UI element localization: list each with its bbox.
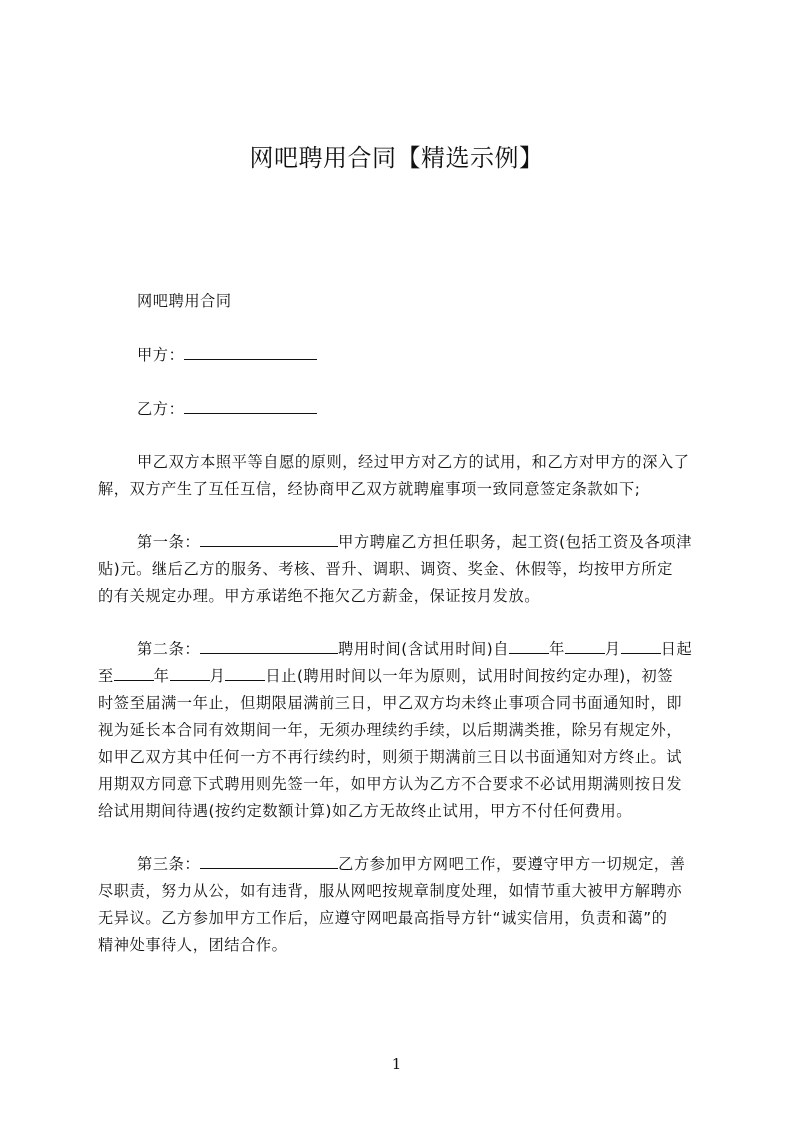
contract-subtitle: 网吧聘用合同 — [137, 292, 232, 310]
start-month-blank[interactable] — [565, 639, 605, 654]
year-label: 年 — [549, 640, 565, 658]
article3-line-2: 尽职责，努力从公，如有违背，服从网吧按规章制度处理，如情节重大被甲方解聘亦 — [98, 882, 683, 900]
article1-label: 第一条： — [137, 533, 201, 551]
article2-line-2 — [98, 666, 699, 686]
intro-line-2: 解，双方产生了互任互信，经协商甲乙双方就聘雇事项一致同意签定条款如下; — [98, 480, 641, 498]
page-number: 1 — [391, 1055, 402, 1073]
article2-blank[interactable] — [200, 639, 338, 654]
article2-label: 第二条： — [137, 640, 201, 658]
end-year-blank[interactable] — [114, 666, 154, 681]
page-title: 网吧聘用合同【精选示例】 — [249, 144, 544, 172]
article3-line-4: 精神处事待人，团结合作。 — [98, 936, 288, 954]
month-label: 月 — [209, 667, 226, 685]
article1-line-1 — [137, 532, 699, 552]
article2-text: 聘用时间(含试用时间)自 — [338, 640, 510, 658]
party-a-label: 甲方： — [137, 346, 185, 364]
article3-text: 乙方参加甲方网吧工作，要遵守甲方一切规定，善 — [338, 855, 686, 873]
article3-blank[interactable] — [200, 854, 338, 869]
end-month-blank[interactable] — [170, 666, 210, 681]
article3-line-1 — [137, 854, 699, 874]
article2-line-7: 给试用期间待遇(按约定数额计算)如乙方无故终止试用，甲方不付任何费用。 — [98, 802, 633, 820]
article2-line-1 — [137, 639, 699, 659]
day-end-text: 日止(聘用时间以一年为原则，试用时间按约定办理)，初签 — [265, 667, 674, 685]
article1-line-2: 贴)元。继后乙方的服务、考核、晋升、调职、调资、奖金、休假等，均按甲方所定 — [98, 560, 673, 578]
month-label: 月 — [604, 640, 621, 658]
start-day-blank[interactable] — [621, 639, 661, 654]
article1-text: 甲方聘雇乙方担任职务，起工资(包括工资及各项津 — [338, 533, 693, 551]
party-a-line — [137, 345, 699, 365]
article3-line-3: 无异议。乙方参加甲方工作后，应遵守网吧最高指导方针“诚实信用，负责和蔼”的 — [98, 909, 668, 927]
article2-line-5: 如甲乙双方其中任何一方不再行续约时，则须于期满前三日以书面通知对方终止。试 — [98, 748, 683, 766]
end-day-blank[interactable] — [225, 666, 265, 681]
article1-line-3: 的有关规定办理。甲方承诺绝不拖欠乙方薪金，保证按月发放。 — [98, 587, 541, 605]
article2-line-3: 时签至届满一年止，但期限届满前三日，甲乙双方均未终止事项合同书面通知时，即 — [98, 694, 683, 712]
article3-label: 第三条： — [137, 855, 201, 873]
article1-position-blank[interactable] — [200, 532, 338, 547]
party-b-blank[interactable] — [184, 399, 317, 414]
day-start-label: 日起 — [660, 640, 693, 658]
start-year-blank[interactable] — [509, 639, 549, 654]
party-b-line — [137, 399, 699, 419]
intro-line-1: 甲乙双方本照平等自愿的原则，经过甲方对乙方的试用，和乙方对甲方的深入了 — [137, 453, 690, 471]
party-a-blank[interactable] — [184, 345, 317, 360]
article2-line-4: 视为延长本合同有效期间一年，无须办理续约手续，以后期满类推，除另有规定外， — [98, 721, 683, 739]
year-label: 年 — [153, 667, 170, 685]
party-b-label: 乙方： — [137, 400, 185, 418]
to-label: 至 — [98, 667, 114, 685]
article2-line-6: 用期双方同意下式聘用则先签一年，如甲方认为乙方不合要求不必试用期满则按日发 — [98, 775, 683, 793]
